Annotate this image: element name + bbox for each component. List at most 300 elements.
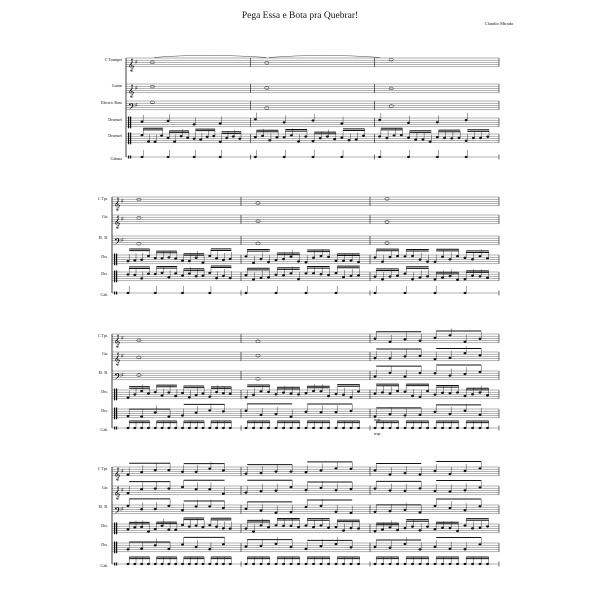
- note-head: [239, 138, 242, 140]
- staff-label: Drs.: [101, 389, 108, 394]
- note-head: [456, 255, 459, 257]
- note-head: [219, 123, 222, 125]
- note-head: [434, 546, 437, 548]
- note-head: [127, 548, 130, 550]
- note-head: [426, 427, 429, 429]
- key-signature: ♯: [121, 352, 124, 360]
- note-head: [374, 276, 377, 278]
- key-signature: ♯: [121, 505, 124, 513]
- note-head: [147, 273, 150, 275]
- note-head: [426, 563, 429, 565]
- note-head: [404, 256, 407, 258]
- note-head: [479, 505, 482, 507]
- note-head: [127, 397, 130, 399]
- note-head: [350, 563, 353, 565]
- note-head: [464, 410, 467, 412]
- key-signature: ♯: [121, 215, 124, 223]
- note-head: [396, 275, 399, 277]
- note-head: [320, 255, 323, 257]
- note-head: [486, 526, 489, 528]
- note-head: [167, 120, 170, 122]
- note-head: [404, 292, 407, 294]
- note-head: [436, 121, 439, 123]
- note-head: [219, 141, 222, 143]
- note-head: [161, 563, 164, 565]
- note-head: [208, 488, 211, 490]
- note-head: [282, 274, 285, 276]
- note-head: [335, 563, 338, 565]
- note-head: [147, 531, 150, 533]
- note-head: [127, 505, 130, 507]
- note-head: [297, 278, 300, 280]
- note-head: [350, 546, 353, 548]
- staff-label: Cabasa: [110, 156, 122, 161]
- treble-clef: 𝄞: [128, 84, 135, 98]
- note-head: [341, 123, 344, 125]
- note-head: [154, 427, 157, 429]
- note-head: [479, 563, 482, 565]
- note-head: [195, 506, 198, 508]
- note-head: [245, 396, 248, 398]
- note-head: [350, 512, 353, 514]
- note-head: [320, 545, 323, 547]
- note-head: [479, 137, 482, 139]
- note-head: [419, 487, 422, 489]
- note-head: [389, 526, 392, 528]
- note-head: [222, 493, 225, 495]
- note-head: [168, 416, 171, 418]
- note-head: [335, 468, 338, 470]
- note-head: [202, 427, 205, 429]
- note-head: [441, 277, 444, 279]
- note-head: [267, 391, 270, 393]
- percussion-clef: [128, 117, 129, 129]
- note-head: [222, 259, 225, 261]
- percussion-clef: [114, 389, 115, 401]
- note-head: [282, 427, 285, 429]
- note-head: [140, 488, 143, 490]
- note-head: [215, 563, 218, 565]
- note-head: [154, 257, 157, 259]
- note-head: [436, 136, 439, 138]
- note-head: [208, 272, 211, 274]
- note-head: [252, 278, 255, 280]
- note-head: [357, 427, 360, 429]
- note-head: [464, 373, 467, 375]
- note-head: [195, 427, 198, 429]
- note-head: [167, 156, 170, 158]
- note-head: [147, 141, 150, 143]
- note-head: [414, 139, 417, 141]
- note-head: [290, 511, 293, 513]
- note-head: [434, 358, 437, 360]
- note-head: [275, 490, 278, 492]
- note-head: [486, 257, 489, 259]
- note-head: [137, 198, 141, 201]
- note-head: [195, 394, 198, 396]
- note-head: [245, 274, 248, 276]
- staff-label: Electric Bass: [101, 100, 122, 105]
- note-head: [267, 276, 270, 278]
- note-head: [378, 119, 381, 121]
- note-head: [134, 427, 137, 429]
- note-head: [134, 274, 137, 276]
- note-head: [140, 548, 143, 550]
- note-head: [396, 563, 399, 565]
- note-head: [385, 242, 389, 245]
- note-head: [357, 275, 360, 277]
- note-head: [304, 136, 307, 138]
- note-head: [404, 490, 407, 492]
- note-head: [320, 563, 323, 565]
- note-head: [282, 563, 285, 565]
- note-head: [378, 156, 381, 158]
- note-head: [275, 259, 278, 261]
- note-head: [342, 260, 345, 262]
- note-head: [441, 256, 444, 258]
- note-head: [449, 548, 452, 550]
- note-head: [161, 272, 164, 274]
- percussion-clef: [116, 389, 117, 401]
- note-head: [140, 416, 143, 418]
- note-head: [381, 278, 384, 280]
- note-head: [297, 563, 300, 565]
- note-head: [154, 563, 157, 565]
- note-head: [342, 394, 345, 396]
- percussion-clef: [114, 563, 115, 566]
- note-head: [312, 563, 315, 565]
- note-head: [443, 137, 446, 139]
- staff-label: Drumset: [108, 133, 122, 138]
- note-head: [320, 470, 323, 472]
- note-head: [320, 427, 323, 429]
- note-head: [419, 340, 422, 342]
- note-head: [464, 525, 467, 527]
- note-head: [342, 563, 345, 565]
- note-head: [422, 138, 425, 140]
- percussion-clef: [114, 271, 115, 283]
- note-head: [404, 376, 407, 378]
- note-head: [168, 548, 171, 550]
- note-head: [260, 563, 263, 565]
- note-head: [396, 255, 399, 257]
- note-head: [140, 277, 143, 279]
- note-head: [464, 395, 467, 397]
- note-head: [127, 492, 130, 494]
- note-head: [260, 490, 263, 492]
- note-head: [312, 526, 315, 528]
- note-head: [261, 135, 264, 137]
- note-head: [150, 101, 154, 104]
- note-head: [290, 525, 293, 527]
- note-head: [208, 524, 211, 526]
- note-head: [434, 528, 437, 530]
- note-head: [137, 216, 141, 219]
- note-head: [229, 528, 232, 530]
- note-head: [374, 563, 377, 565]
- key-signature: ♯: [121, 197, 124, 205]
- note-head: [137, 374, 141, 377]
- note-head: [305, 506, 308, 508]
- note-head: [173, 141, 176, 143]
- note-head: [456, 530, 459, 532]
- note-head: [449, 275, 452, 277]
- note-head: [260, 391, 263, 393]
- note-head: [215, 526, 218, 528]
- note-head: [154, 273, 157, 275]
- note-head: [260, 414, 263, 416]
- note-head: [180, 135, 183, 137]
- note-head: [181, 415, 184, 417]
- note-head: [290, 427, 293, 429]
- note-head: [374, 530, 377, 532]
- note-head: [275, 512, 278, 514]
- note-head: [127, 474, 130, 476]
- note-head: [208, 292, 211, 294]
- note-head: [389, 276, 392, 278]
- note-head: [127, 260, 130, 262]
- note-head: [335, 292, 338, 294]
- note-head: [479, 371, 482, 373]
- note-head: [245, 410, 248, 412]
- note-head: [297, 526, 300, 528]
- staff-label: El. B.: [98, 370, 108, 375]
- staff-label: C Tpt.: [97, 466, 108, 471]
- note-head: [465, 119, 468, 121]
- note-head: [426, 275, 429, 277]
- note-head: [222, 410, 225, 412]
- note-head: [174, 529, 177, 531]
- note-head: [141, 134, 144, 136]
- note-head: [305, 427, 308, 429]
- percussion-clef: [116, 563, 117, 566]
- note-head: [429, 141, 432, 143]
- percussion-clef: [128, 133, 129, 145]
- note-head: [327, 427, 330, 429]
- key-signature: ♯: [121, 467, 124, 475]
- note-head: [127, 274, 130, 276]
- treble-clef: 𝄞: [114, 467, 121, 481]
- note-head: [434, 563, 437, 565]
- note-head: [404, 414, 407, 416]
- note-head: [312, 140, 315, 142]
- staff-label: Gtr.: [101, 351, 108, 356]
- tie-curve: [154, 55, 266, 57]
- note-head: [327, 563, 330, 565]
- note-head: [265, 87, 269, 90]
- note-head: [215, 427, 218, 429]
- note-head: [222, 507, 225, 509]
- note-head: [195, 563, 198, 565]
- note-head: [404, 427, 407, 429]
- note-head: [140, 390, 143, 392]
- note-head: [464, 341, 467, 343]
- note-head: [389, 427, 392, 429]
- note-head: [208, 563, 211, 565]
- note-head: [282, 392, 285, 394]
- note-head: [168, 427, 171, 429]
- note-head: [168, 276, 171, 278]
- note-head: [341, 137, 344, 139]
- note-head: [167, 137, 170, 139]
- note-head: [305, 548, 308, 550]
- note-head: [419, 529, 422, 531]
- note-head: [419, 414, 422, 416]
- note-head: [411, 255, 414, 257]
- note-head: [181, 544, 184, 546]
- note-head: [441, 527, 444, 529]
- note-head: [154, 488, 157, 490]
- note-head: [127, 292, 130, 294]
- note-head: [267, 261, 270, 263]
- note-head: [275, 274, 278, 276]
- note-head: [471, 393, 474, 395]
- note-head: [141, 156, 144, 158]
- note-head: [140, 427, 143, 429]
- note-head: [188, 273, 191, 275]
- note-head: [419, 548, 422, 550]
- note-head: [389, 510, 392, 512]
- bass-clef: 𝄢: [114, 371, 122, 385]
- note-head: [168, 505, 171, 507]
- note-head: [327, 256, 330, 258]
- note-head: [404, 391, 407, 393]
- note-head: [134, 527, 137, 529]
- percussion-clef: [114, 408, 115, 420]
- staff-label: Drumset: [108, 117, 122, 122]
- note-head: [486, 136, 489, 138]
- note-head: [276, 136, 279, 138]
- note-head: [140, 526, 143, 528]
- note-head: [434, 394, 437, 396]
- note-head: [374, 427, 377, 429]
- note-head: [195, 412, 198, 414]
- note-head: [400, 134, 403, 136]
- note-head: [290, 416, 293, 418]
- note-head: [350, 260, 353, 262]
- key-signature: ♯: [121, 486, 124, 494]
- note-head: [134, 563, 137, 565]
- note-head: [381, 261, 384, 263]
- note-head: [215, 257, 218, 259]
- note-head: [335, 511, 338, 513]
- note-head: [465, 156, 468, 158]
- note-head: [215, 277, 218, 279]
- note-head: [174, 395, 177, 397]
- note-head: [374, 292, 377, 294]
- note-head: [260, 472, 263, 474]
- note-head: [389, 357, 392, 359]
- note-head: [419, 355, 422, 357]
- note-head: [195, 275, 198, 277]
- note-head: [188, 427, 191, 429]
- note-head: [181, 427, 184, 429]
- note-head: [471, 258, 474, 260]
- note-head: [265, 61, 269, 64]
- key-signature: ♯: [135, 84, 138, 92]
- note-head: [260, 510, 263, 512]
- note-head: [350, 396, 353, 398]
- bass-clef: 𝄢: [114, 236, 122, 250]
- note-head: [260, 277, 263, 279]
- note-head: [188, 526, 191, 528]
- note-head: [260, 545, 263, 547]
- note-head: [222, 527, 225, 529]
- note-head: [188, 396, 191, 398]
- note-head: [389, 256, 392, 258]
- note-head: [215, 391, 218, 393]
- percussion-clef: [116, 254, 117, 266]
- note-head: [449, 334, 452, 336]
- note-head: [174, 273, 177, 275]
- note-head: [181, 292, 184, 294]
- note-head: [486, 277, 489, 279]
- note-head: [305, 273, 308, 275]
- note-head: [479, 487, 482, 489]
- note-head: [305, 411, 308, 413]
- note-head: [305, 563, 308, 565]
- note-head: [245, 508, 248, 510]
- note-head: [195, 525, 198, 527]
- note-head: [147, 563, 150, 565]
- note-head: [471, 527, 474, 529]
- note-head: [393, 135, 396, 137]
- note-head: [404, 338, 407, 340]
- note-head: [479, 355, 482, 357]
- note-head: [374, 546, 377, 548]
- treble-clef: 𝄞: [114, 197, 121, 211]
- note-head: [486, 427, 489, 429]
- note-head: [305, 261, 308, 263]
- note-head: [290, 272, 293, 274]
- note-head: [199, 139, 202, 141]
- treble-clef: 𝄞: [114, 486, 121, 500]
- note-head: [362, 135, 365, 137]
- note-head: [333, 138, 336, 140]
- note-head: [326, 136, 329, 138]
- note-head: [256, 354, 260, 357]
- note-head: [327, 395, 330, 397]
- percussion-clef: [116, 292, 117, 295]
- note-head: [252, 394, 255, 396]
- treble-clef: 𝄞: [114, 215, 121, 229]
- note-head: [225, 137, 228, 139]
- note-head: [275, 471, 278, 473]
- note-head: [350, 410, 353, 412]
- note-head: [434, 411, 437, 413]
- key-signature: ♯: [121, 371, 124, 379]
- note-head: [449, 427, 452, 429]
- note-head: [245, 427, 248, 429]
- note-head: [245, 492, 248, 494]
- note-head: [426, 261, 429, 263]
- note-head: [161, 525, 164, 527]
- note-head: [290, 546, 293, 548]
- staff-label: Drs.: [101, 271, 108, 276]
- note-head: [127, 528, 130, 530]
- note-head: [275, 543, 278, 545]
- note-head: [232, 136, 235, 138]
- note-head: [134, 259, 137, 261]
- note-head: [419, 563, 422, 565]
- dynamic-marking: mp: [374, 417, 381, 422]
- note-head: [464, 352, 467, 354]
- note-head: [245, 563, 248, 565]
- note-head: [319, 137, 322, 139]
- note-head: [161, 427, 164, 429]
- note-head: [407, 122, 410, 124]
- note-head: [208, 427, 211, 429]
